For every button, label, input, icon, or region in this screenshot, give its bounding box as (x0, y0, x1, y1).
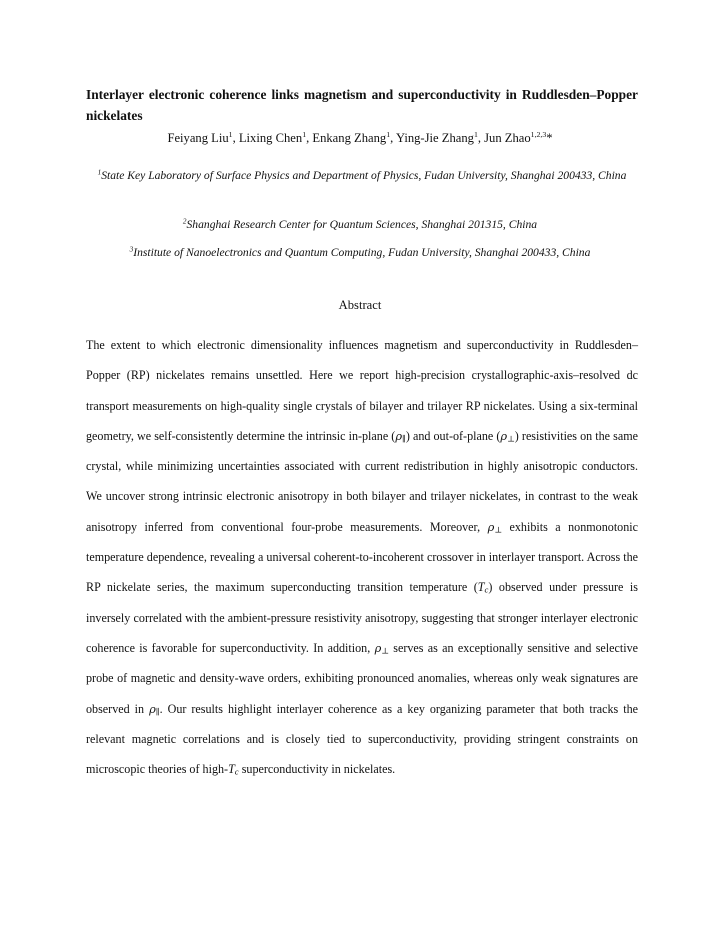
rho-perp-symbol: $\rho_\perp$ (374, 640, 389, 656)
author-affiliation-mark: 1,2,3 (530, 130, 547, 140)
author-affiliation-mark: 1 (473, 130, 478, 140)
rho-perp-symbol: $\rho_\perp$ (487, 519, 503, 535)
affiliation-1: $^1$State Key Laboratory of Surface Physics and Department of Physics, Fudan University, Shanghai 200433, China (97, 168, 627, 182)
author-affiliation-mark: 1 (228, 130, 233, 140)
abstract-heading: Abstract (338, 298, 382, 312)
rho-parallel-symbol: $\rho_\parallel$ (149, 701, 160, 717)
rho-parallel-symbol: $\rho_\parallel$ (395, 428, 406, 444)
tc-symbol: $T_c$ (228, 762, 239, 777)
author: Jun Zhao$^{1,2,3}$* (484, 130, 553, 145)
author-list (0, 131, 720, 146)
rho-perp-symbol: $\rho_\perp$ (500, 428, 515, 444)
corresponding-author-mark: * (546, 131, 553, 145)
author: Ying-Jie Zhang$^1$, (395, 130, 485, 145)
author: Lixing Chen$^1$, (238, 130, 313, 145)
author: Enkang Zhang$^1$, (312, 130, 396, 145)
tc-symbol: $T_c$ (477, 580, 489, 596)
abstract-body: The extent to which electronic dimensionality influences magnetism and superconductivity in Ruddlesden–Popper (RP) nickelates remains unsettled. Here we report high-precision crystallographic-axis–resolved dc transport measurements on high-quality single crystals of bilayer and trilayer RP nickelates. Using a six-terminal geometry, we self-consistently determine the intrinsic in-plane $(\rho_\parallel)$ and out-of-plane $(\rho_\perp)$ resistivities on the same crystal, while minimizing uncertainties associated with current redistribution in highly anisotropic conductors. We uncover strong intrinsic electronic anisotropy in both bilayer and trilayer nickelates, in contrast to the weak anisotropy inferred from conventional four-probe measurements. Moreover, $\rho_\perp$ exhibits a nonmonotonic temperature dependence, revealing a universal coherent-to-incoherent crossover in interlayer transport. Across the RP nickelate series, the maximum superconducting transition temperature $(T_c)$ observed under pressure is inversely correlated with the ambient-pressure resistivity anisotropy, suggesting that stronger interlayer electronic coherence is favorable for superconductivity. In addition, $\rho_\perp$ serves as an exceptionally sensitive and selective probe of magnetic and density-wave orders, exhibiting pronounced anomalies, whereas only weak signatures are observed in $\rho_\parallel$. Our results highlight interlayer coherence as a key organizing parameter that both tracks the relevant magnetic correlations and is closely tied to superconductivity, providing stringent constraints on microscopic theories of high-$T_c$ superconductivity in nickelates. (86, 338, 639, 777)
author: Feiyang Liu$^1$, (167, 130, 239, 145)
paper-title: Interlayer electronic coherence links magnetism and superconductivity in Ruddlesden–Popper nickelates (86, 87, 638, 123)
author-affiliation-mark: 1 (386, 130, 391, 140)
author-affiliation-mark: 1 (302, 130, 307, 140)
affiliation-3: $^3$Institute of Nanoelectronics and Quantum Computing, Fudan University, Shanghai 200433, China (129, 245, 591, 259)
affiliation-2: $^2$Shanghai Research Center for Quantum Sciences, Shanghai 201315, China (182, 217, 538, 231)
